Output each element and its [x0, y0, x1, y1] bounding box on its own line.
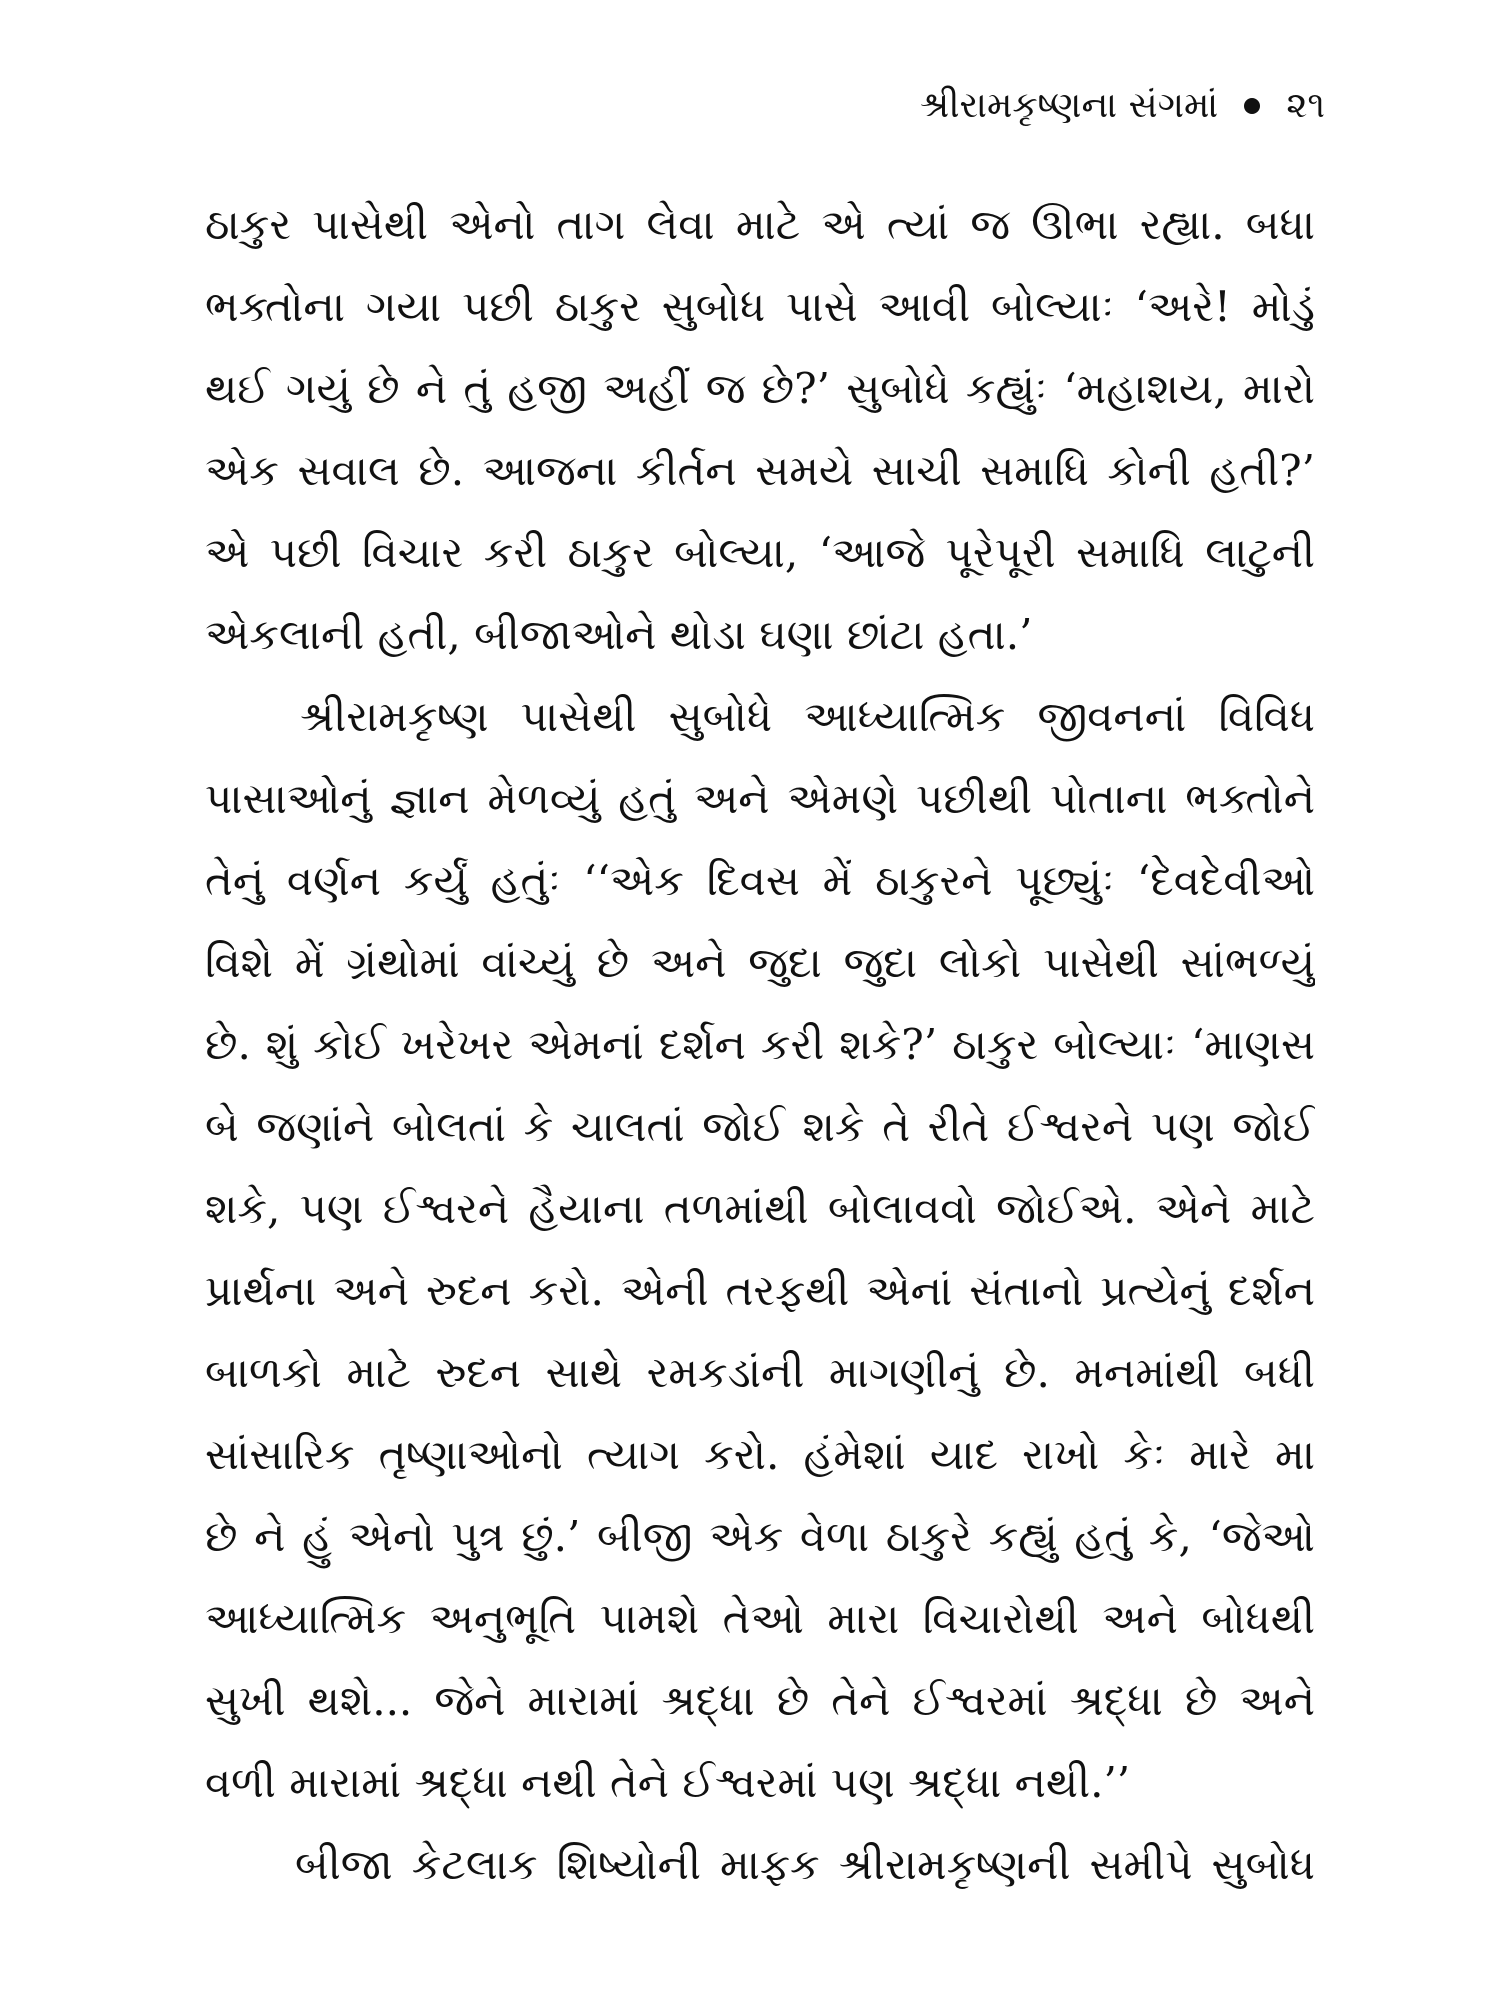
text-line: એક સવાલ છે. આજના કીર્તન સમયે સાચી સમાધિ કોની હતી?’ [205, 446, 1315, 495]
page-number: ૨૧ [1286, 85, 1325, 126]
text-line: પ્રાર્થના અને રુદન કરો. એની તરફથી એનાં સંતાનો પ્રત્યેનું દર્શન [205, 1266, 1315, 1315]
text-line: બે જણાંને બોલતાં કે ચાલતાં જોઈ શકે તે રીતે ઈશ્વરને પણ જોઈ [205, 1102, 1315, 1151]
bullet-separator-icon [1244, 98, 1260, 114]
text-line: આધ્યાત્મિક અનુભૂતિ પામશે તેઓ મારા વિચારોથી અને બોધથી [205, 1594, 1315, 1643]
text-line: ભક્તોના ગયા પછી ઠાકુર સુબોધ પાસે આવી બોલ્યાઃ ‘અરે! મોડું [205, 282, 1315, 331]
running-head [920, 84, 1325, 128]
text-line: તેનું વર્ણન કર્યું હતુંઃ ‘‘એક દિવસ મેં ઠાકુરને પૂછ્યુંઃ ‘દેવદેવીઓ [205, 856, 1315, 905]
text-line: છે ને હું એનો પુત્ર છું.’ બીજી એક વેળા ઠાકુરે કહ્યું હતું કે, ‘જેઓ [205, 1512, 1315, 1561]
running-head-title: શ્રીરામકૃષ્ણના સંગમાં [919, 85, 1219, 126]
text-line: શકે, પણ ઈશ્વરને હૈયાના તળમાંથી બોલાવવો જોઈએ. એને માટે [205, 1184, 1315, 1233]
text-line: થઈ ગયું છે ને તું હજી અહીં જ છે?’ સુબોધે કહ્યુંઃ ‘મહાશય, મારો [205, 364, 1315, 413]
text-line: બાળકો માટે રુદન સાથે રમકડાંની માગણીનું છે. મનમાંથી બધી [205, 1348, 1315, 1397]
text-line: એ પછી વિચાર કરી ઠાકુર બોલ્યા, ‘આજે પૂરેપૂરી સમાધિ લાટુની [205, 528, 1315, 577]
text-line: સુખી થશે... જેને મારામાં શ્રદ્ધા છે તેને ઈશ્વરમાં શ્રદ્ધા છે અને [205, 1676, 1315, 1725]
text-line: શ્રીરામકૃષ્ણ પાસેથી સુબોધે આધ્યાત્મિક જીવનનાં વિવિધ [300, 692, 1315, 741]
body-text [205, 184, 1315, 1906]
text-line: છે. શું કોઈ ખરેખર એમનાં દર્શન કરી શકે?’ ઠાકુર બોલ્યાઃ ‘માણસ [205, 1020, 1315, 1069]
text-line: વળી મારામાં શ્રદ્ધા નથી તેને ઈશ્વરમાં પણ શ્રદ્ધા નથી.’’ [205, 1758, 1131, 1807]
text-line: પાસાઓનું જ્ઞાન મેળવ્યું હતું અને એમણે પછીથી પોતાના ભક્તોને [205, 774, 1315, 823]
text-line: ઠાકુર પાસેથી એનો તાગ લેવા માટે એ ત્યાં જ ઊભા રહ્યા. બધા [205, 200, 1315, 249]
text-line: બીજા કેટલાક શિષ્યોની માફક શ્રીરામકૃષ્ણની સમીપે સુબોધ [295, 1840, 1315, 1889]
text-line: વિશે મેં ગ્રંથોમાં વાંચ્યું છે અને જુદા જુદા લોકો પાસેથી સાંભળ્યું [205, 938, 1315, 987]
text-line: એકલાની હતી, બીજાઓને થોડા ઘણા છાંટા હતા.’ [205, 610, 1033, 659]
text-line: સાંસારિક તૃષ્ણાઓનો ત્યાગ કરો. હંમેશાં યાદ રાખો કેઃ મારે મા [205, 1430, 1315, 1479]
